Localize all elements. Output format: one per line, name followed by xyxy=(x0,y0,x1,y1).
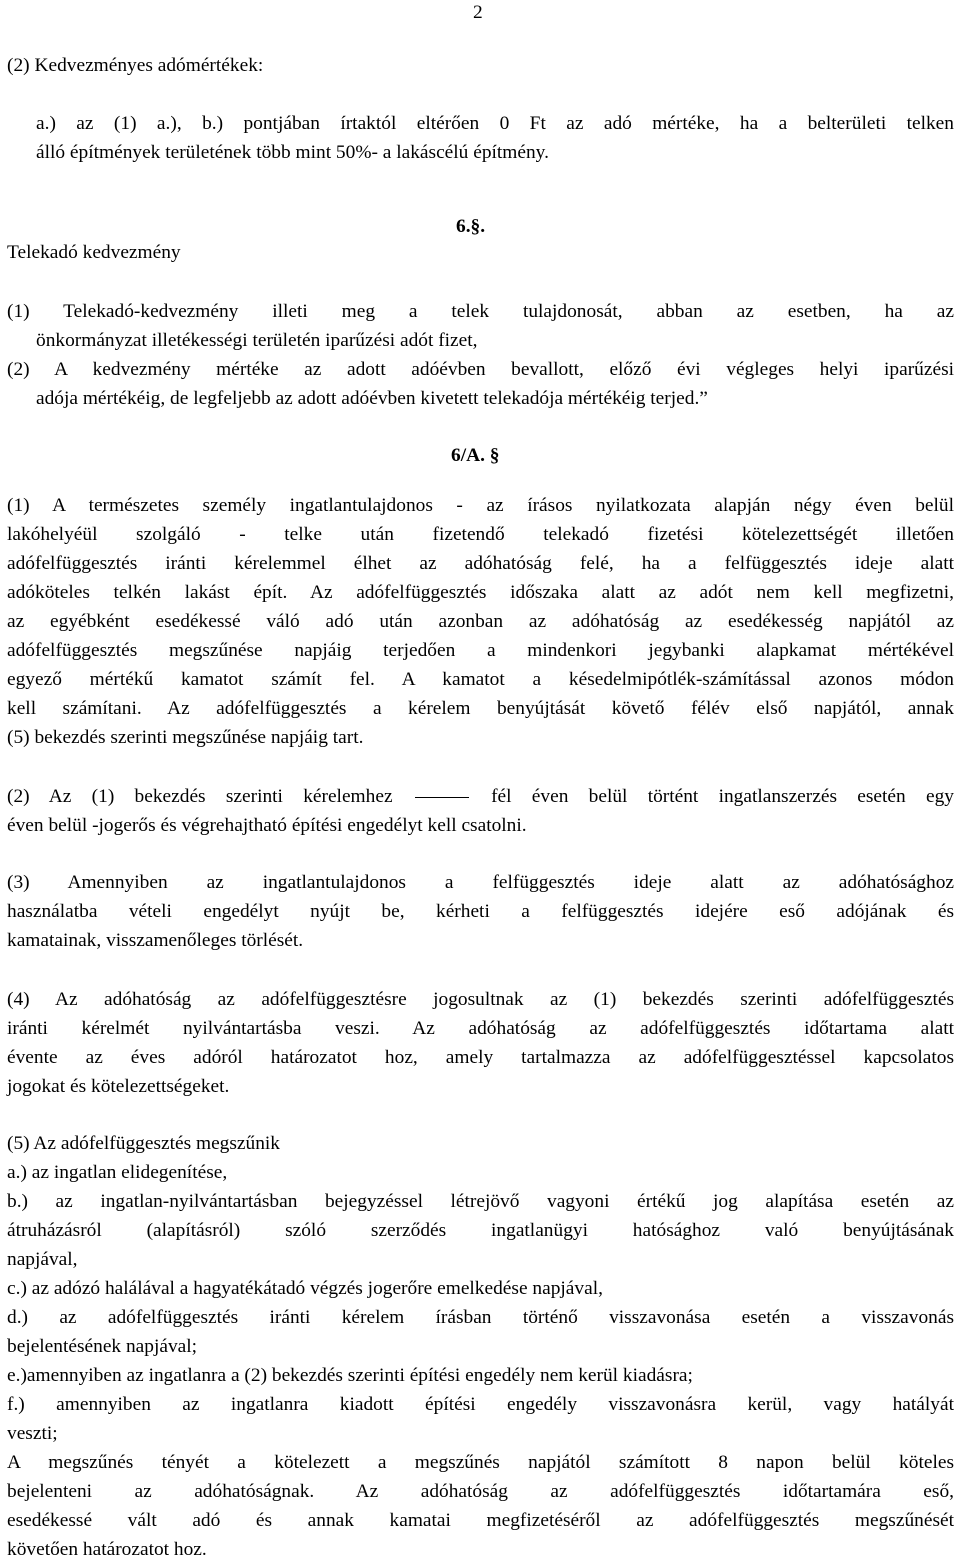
s6a-p5-closing-line: követően határozatot hoz. xyxy=(7,1539,207,1560)
s6a-p2-part-b: fél éven belül történt ingatlanszerzés esetén egy xyxy=(491,786,954,807)
s6a-p1-line: egyező mértékű kamatot számít fel. A kamatot a késedelmipótlék-számítással azonos módon xyxy=(7,669,954,690)
preferential-heading: (2) Kedvezményes adómértékek: xyxy=(7,55,264,76)
s6a-p5-a: a.) az ingatlan elidegenítése, xyxy=(7,1162,228,1183)
s6a-p5-f-line: f.) amennyiben az ingatlanra kiadott építési engedély visszavonásra kerül, vagy hatályát xyxy=(7,1394,954,1415)
s6a-p5-closing-line: esedékessé vált adó és annak kamatai megfizetéséről az adófelfüggesztés megszűnését xyxy=(7,1510,954,1531)
s6a-p4-line: iránti kérelmét nyilvántartásba veszi. Az adóhatóság az adófelfüggesztés időtartama alatt xyxy=(7,1018,954,1039)
s6a-p2-part-a: (2) Az (1) bekezdés szerinti kérelemhez xyxy=(7,786,393,807)
s6a-p1-line: (5) bekezdés szerinti megszűnése napjáig tart. xyxy=(7,727,364,748)
s6a-p5-f-line: veszti; xyxy=(7,1423,58,1444)
s6a-p1-line: kell számítani. Az adófelfüggesztés a kérelem benyújtását követő félév első napjától, annak xyxy=(7,698,954,719)
s6a-p4-line: (4) Az adóhatóság az adófelfüggesztésre jogosultnak az (1) bekezdés szerinti adófelfüggesztés xyxy=(7,989,954,1010)
section-6a-number: 6/A. § xyxy=(451,445,500,466)
page-number: 2 xyxy=(473,2,483,23)
side-label: Telekadó kedvezmény xyxy=(7,242,181,263)
s6a-p1-line: adófelfüggesztés iránti kérelemmel élhet az adóhatóság felé, ha a felfüggesztés ideje alatt xyxy=(7,553,954,574)
s6a-p4-line: jogokat és kötelezettségeket. xyxy=(7,1076,230,1097)
preferential-line-1: a.) az (1) a.), b.) pontjában írtaktól eltérően 0 Ft az adó mértéke, ha a belterületi telken xyxy=(36,113,954,134)
s6a-p3-line: (3) Amennyiben az ingatlantulajdonos a felfüggesztés ideje alatt az adóhatósághoz xyxy=(7,872,954,893)
s6a-p5-closing-line: A megszűnés tényét a kötelezett a megszűnés napjától számított 8 napon belül köteles xyxy=(7,1452,954,1473)
s6a-p2-line-1 xyxy=(7,782,954,811)
s6-p1-line-1: (1) Telekadó-kedvezmény illeti meg a telek tulajdonosát, abban az esetben, ha az xyxy=(7,301,954,322)
s6a-p1-line: lakóhelyéül szolgáló - telke után fizetendő telekadó fizetési kötelezettségét illetően xyxy=(7,524,954,545)
section-6-number: 6.§. xyxy=(456,216,486,237)
s6a-p5-d-line: d.) az adófelfüggesztés iránti kérelem írásban történő visszavonása esetén a visszavonás xyxy=(7,1307,954,1328)
s6-p2-line-1: (2) A kedvezmény mértéke az adott adóévben bevallott, előző évi végleges helyi iparűzési xyxy=(7,359,954,380)
s6a-p3-line: használatba vételi engedélyt nyújt be, kérheti a felfüggesztés idejére eső adójának és xyxy=(7,901,954,922)
em-dash-rule xyxy=(415,797,469,798)
s6-p1-line-2: önkormányzat illetékességi területén iparűzési adót fizet, xyxy=(36,330,478,351)
s6a-p5-b-line: b.) az ingatlan-nyilvántartásban bejegyzéssel létrejövő vagyoni értékű jog alapítása esetén az xyxy=(7,1191,954,1212)
s6a-p1-line: (1) A természetes személy ingatlantulajdonos - az írásos nyilatkozata alapján négy éven belül xyxy=(7,495,954,516)
s6a-p5-b-line: átruházásról (alapításról) szóló szerződés ingatlanügyi hatósághoz való benyújtásának xyxy=(7,1220,954,1241)
s6a-p5-b-line: napjával, xyxy=(7,1249,78,1270)
s6a-p4-line: évente az éves adóról határozatot hoz, amely tartalmazza az adófelfüggesztéssel kapcsolatos xyxy=(7,1047,954,1068)
s6a-p5-closing-line: bejelenteni az adóhatóságnak. Az adóhatóság az adófelfüggesztés időtartamára eső, xyxy=(7,1481,954,1502)
s6a-p5-e: e.)amennyiben az ingatlanra a (2) bekezdés szerinti építési engedély nem kerül kiadásra; xyxy=(7,1365,693,1386)
s6a-p1-line: adóköteles telkén lakást épít. Az adófelfüggesztés időszaka alatt az adót nem kell megfizetni, xyxy=(7,582,954,603)
s6a-p3-line: kamatainak, visszamenőleges törlését. xyxy=(7,930,304,951)
s6a-p5-heading: (5) Az adófelfüggesztés megszűnik xyxy=(7,1133,280,1154)
s6a-p5-c: c.) az adózó halálával a hagyatékátadó végzés jogerőre emelkedése napjával, xyxy=(7,1278,603,1299)
s6a-p2-line-2: éven belül -jogerős és végrehajtható építési engedélyt kell csatolni. xyxy=(7,815,527,836)
s6a-p1-line: adófelfüggesztés megszűnése napjáig terjedően a mindenkori jegybanki alapkamat mértékével xyxy=(7,640,954,661)
s6a-p5-d-line: bejelentésének napjával; xyxy=(7,1336,198,1357)
preferential-line-2: álló építmények területének több mint 50%- a lakáscélú építmény. xyxy=(36,142,549,163)
s6a-p1-line: az egyébként esedékessé váló adó után azonban az adóhatóság az esedékesség napjától az xyxy=(7,611,954,632)
s6-p2-line-2: adója mértékéig, de legfeljebb az adott adóévben kivetett telekadója mértékéig terjed.” xyxy=(36,388,708,409)
